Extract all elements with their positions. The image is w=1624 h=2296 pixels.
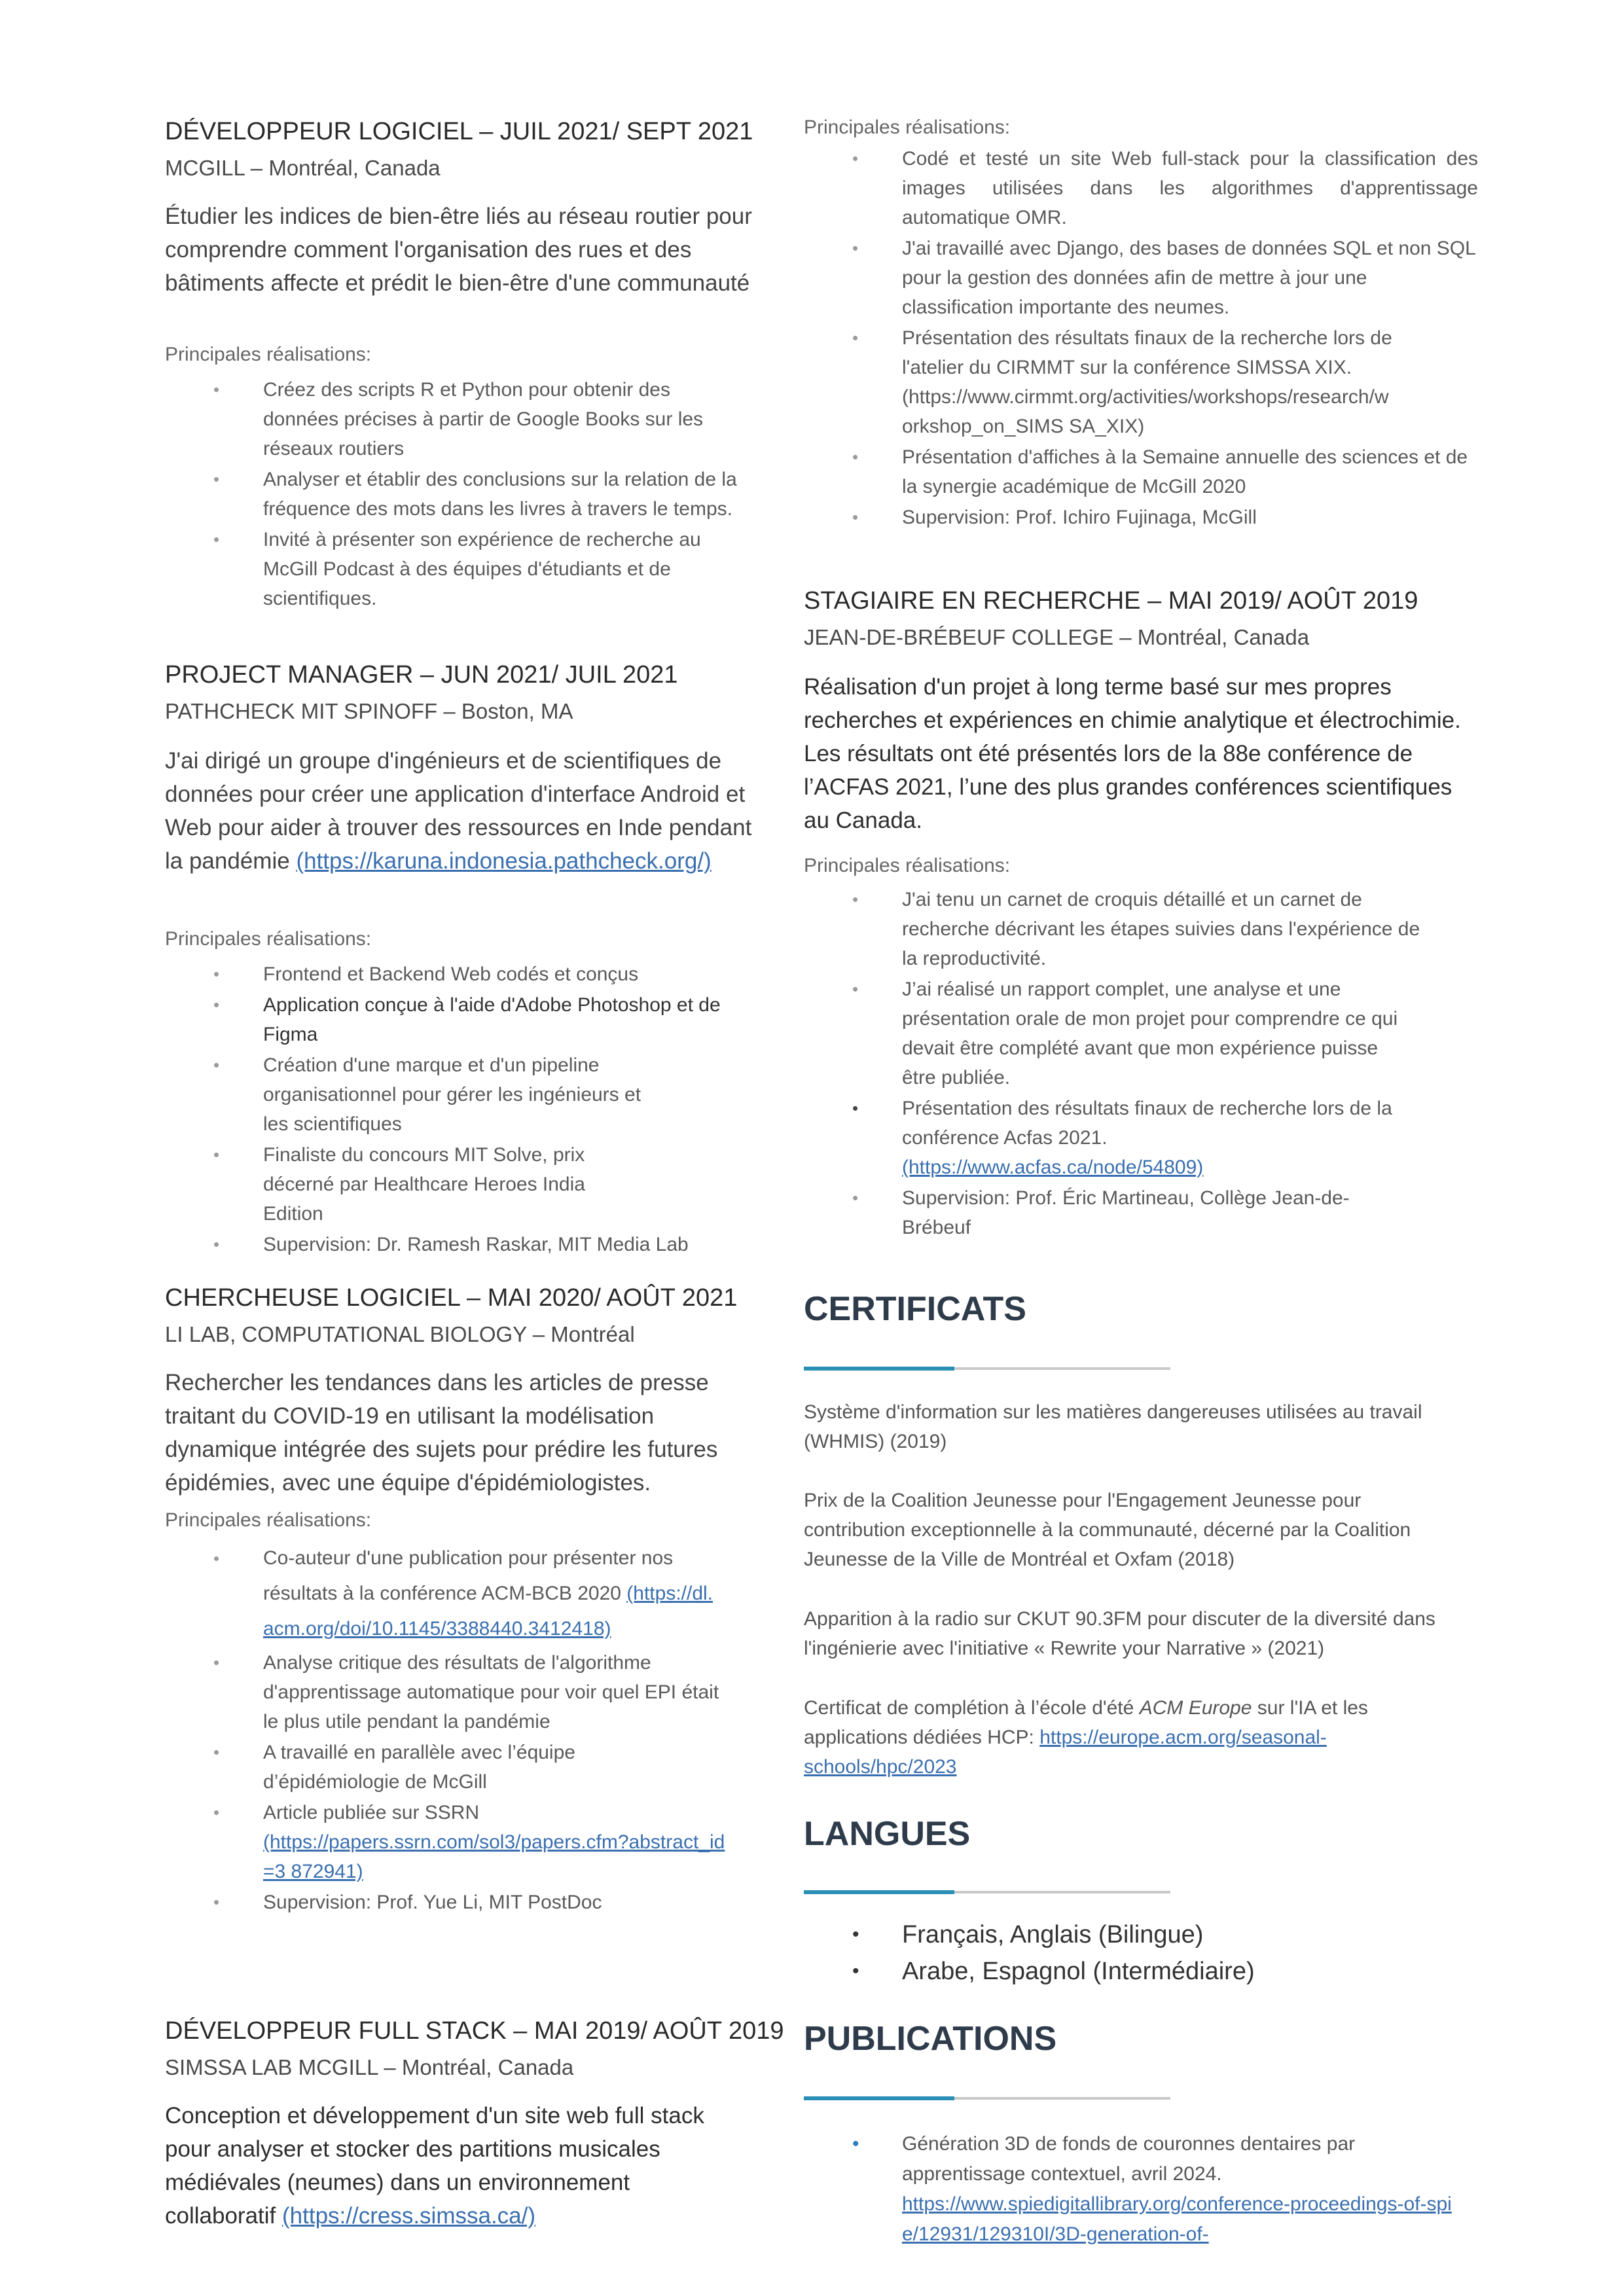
job-desc: Rechercher les tendances dans les articles de presse traitant du COVID-19 en utilisant la modélisation dynamique intégrée des sujets pour prédire les futures épidémies, avec une équipe d'épidémiologistes. bbox=[165, 1370, 718, 1496]
achievements-label: Principales réalisations: bbox=[804, 855, 1011, 876]
list-item: • Supervision: Prof. Ichiro Fujinaga, McGill bbox=[852, 507, 1257, 528]
list-item: • A travaillé en parallèle avec l’équipe d’épidémiologie de McGill bbox=[213, 1742, 575, 1793]
job-title: STAGIAIRE EN RECHERCHE – MAI 2019/ AOÛT 2019 bbox=[804, 587, 1418, 615]
list-item: • Article publiée sur SSRN (https://papers.ssrn.com/sol3/papers.cfm?abstract_id=3 872941) bbox=[213, 1802, 725, 1882]
list-item: • J'ai tenu un carnet de croquis détaillé et un carnet de recherche décrivant les étapes suivies dans l'expérience de la reproductivité. bbox=[852, 889, 1420, 969]
job-org: PATHCHECK MIT SPINOFF – Boston, MA bbox=[165, 699, 573, 723]
list-item: • Création d'une marque et d'un pipeline organisationnel pour gérer les ingénieurs et les scientifiques bbox=[213, 1054, 641, 1135]
list-item: • J'ai travaillé avec Django, des bases de données SQL et non SQL pour la gestion des données afin de mettre à jour une classification importante des neumes. bbox=[852, 238, 1475, 318]
achievements-label: Principales réalisations: bbox=[165, 928, 372, 950]
achievements-label: Principales réalisations: bbox=[165, 344, 372, 365]
job-org: MCGILL – Montréal, Canada bbox=[165, 156, 441, 180]
list-item: • Analyser et établir des conclusions sur la relation de la fréquence des mots dans les livres à travers le temps. bbox=[213, 469, 737, 520]
certificate-item: Prix de la Coalition Jeunesse pour l'Engagement Jeunesse pour contribution exceptionnelle à la communauté, décerné par la Coalition Jeunesse de la Ville de Montréal et Oxfam (2018) bbox=[804, 1490, 1411, 1570]
certificate-item: Système d'information sur les matières dangereuses utilisées au travail (WHMIS) (2019) bbox=[804, 1401, 1422, 1452]
job-desc: Étudier les indices de bien-être liés au réseau routier pour comprendre comment l'organisation des rues et des bâtiments affecte et prédit le bien-être d'une communauté bbox=[165, 204, 752, 296]
list-item: • Supervision: Prof. Yue Li, MIT PostDoc bbox=[213, 1892, 602, 1913]
certificate-item: Apparition à la radio sur CKUT 90.3FM pour discuter de la diversité dans l'ingénierie avec l'initiative « Rewrite your Narrative » (2021) bbox=[804, 1608, 1435, 1659]
list-item: • Codé et testé un site Web full-stack pour la classification des images utilisées dans les algorithmes d'apprentissage automatique OMR. bbox=[852, 148, 1478, 228]
cress-link[interactable]: (https://cress.simssa.ca/) bbox=[282, 2203, 536, 2229]
job-org: SIMSSA LAB MCGILL – Montréal, Canada bbox=[165, 2055, 574, 2079]
list-item: • J’ai réalisé un rapport complet, une analyse et une présentation orale de mon projet pour comprendre ce qui devait être complété avant que mon expérience puisse être publiée. bbox=[852, 978, 1398, 1088]
list-item: • Co-auteur d'une publication pour présenter nos résultats à la conférence ACM-BCB 2020 (https://dl.acm.org/doi/10.1145/3388440.3412418) bbox=[213, 1547, 713, 1640]
section-divider bbox=[804, 1890, 1170, 1894]
list-item: • Français, Anglais (Bilingue) bbox=[852, 1921, 1204, 1948]
job-org: LI LAB, COMPUTATIONAL BIOLOGY – Montréal bbox=[165, 1322, 635, 1346]
achievements-list bbox=[852, 144, 1478, 533]
job-desc: Réalisation d'un projet à long terme basé sur mes propres recherches et expériences en chimie analytique et électrochimie. Les résultats ont été présentés lors de la 88e conférence de l’ACFAS 2021, l’une des plus grandes conférences scientifiques au Canada. bbox=[804, 674, 1461, 833]
spie-link[interactable]: https://www.spiedigitallibrary.org/conference-proceedings-of-spie/12931/129310I/3D-generation-of- bbox=[902, 2193, 1452, 2245]
languages-list bbox=[852, 1916, 1255, 1990]
list-item: • Supervision: Dr. Ramesh Raskar, MIT Media Lab bbox=[213, 1234, 689, 1255]
list-item: • Frontend et Backend Web codés et conçus bbox=[213, 963, 639, 985]
ssrn-link[interactable]: (https://papers.ssrn.com/sol3/papers.cfm?abstract_id=3 872941) bbox=[263, 1831, 725, 1882]
job-title: CHERCHEUSE LOGICIEL – MAI 2020/ AOÛT 2021 bbox=[165, 1284, 738, 1312]
job-org: JEAN-DE-BRÉBEUF COLLEGE – Montréal, Canada bbox=[804, 625, 1310, 649]
certificate-item: Certificat de complétion à l’école d'été ACM Europe sur l'IA et les applications dédiées HCP: https://europe.acm.org/seasonal-schools/hpc/2023 bbox=[804, 1697, 1368, 1778]
acm-link[interactable]: (https://dl.acm.org/doi/10.1145/3388440.3412418) bbox=[263, 1583, 713, 1640]
acfas-link[interactable]: (https://www.acfas.ca/node/54809) bbox=[902, 1157, 1204, 1178]
list-item: • Supervision: Prof. Éric Martineau, Collège Jean-de-Brébeuf bbox=[852, 1187, 1350, 1238]
achievements-list bbox=[213, 960, 748, 1261]
achievements-list bbox=[213, 375, 748, 615]
job-title: DÉVELOPPEUR LOGICIEL – JUIL 2021/ SEPT 2021 bbox=[165, 118, 753, 145]
achievements-list bbox=[213, 1541, 734, 1918]
job-desc: Conception et développement d'un site web full stack pour analyser et stocker des partitions musicales médiévales (neumes) dans un environnement collaboratif (https://cress.simssa.ca/) bbox=[165, 2103, 704, 2229]
job-desc: J'ai dirigé un groupe d'ingénieurs et de scientifiques de données pour créer une application d'interface Android et Web pour aider à trouver des ressources en Inde pendant la pandémie (https://karuna.indonesia.pathcheck.org/) bbox=[165, 748, 752, 874]
list-item: • Génération 3D de fonds de couronnes dentaires par apprentissage contextuel, avril 2024. https://www.spiedigitallibrary.org/conference-proceedings-of-spie/12931/129310I/3D-generation-of- bbox=[852, 2133, 1452, 2245]
section-heading: CERTIFICATS bbox=[804, 1290, 1026, 1328]
list-item: • Arabe, Espagnol (Intermédiaire) bbox=[852, 1958, 1255, 1985]
project-link[interactable]: (https://karuna.indonesia.pathcheck.org/) bbox=[296, 848, 712, 874]
job-title: PROJECT MANAGER – JUN 2021/ JUIL 2021 bbox=[165, 661, 678, 689]
publications-list bbox=[852, 2129, 1465, 2250]
list-item: • Présentation des résultats finaux de recherche lors de la conférence Acfas 2021. (https://www.acfas.ca/node/54809) bbox=[852, 1098, 1392, 1178]
section-heading: LANGUES bbox=[804, 1815, 971, 1853]
acm-europe-link[interactable]: https://europe.acm.org/seasonal-schools/hpc/2023 bbox=[804, 1727, 1327, 1778]
list-item: • Finaliste du concours MIT Solve, prix décerné par Healthcare Heroes India Edition bbox=[213, 1144, 585, 1225]
list-item: • Présentation des résultats finaux de la recherche lors de l'atelier du CIRMMT sur la conférence SIMSSA XIX. (https://www.cirmmt.org/activities/workshops/research/workshop_on_SIMS SA_XIX) bbox=[852, 327, 1392, 437]
list-item: • Créez des scripts R et Python pour obtenir des données précises à partir de Google Books sur les réseaux routiers bbox=[213, 379, 704, 459]
section-divider bbox=[804, 2096, 1170, 2100]
list-item: • Analyse critique des résultats de l'algorithme d'apprentissage automatique pour voir quel EPI était le plus utile pendant la pandémie bbox=[213, 1652, 719, 1732]
list-item: • Invité à présenter son expérience de recherche au McGill Podcast à des équipes d'étudiants et de scientifiques. bbox=[213, 529, 701, 609]
job-title: DÉVELOPPEUR FULL STACK – MAI 2019/ AOÛT 2019 bbox=[165, 2017, 784, 2045]
list-item: • Présentation d'affiches à la Semaine annuelle des sciences et de la synergie académique de McGill 2020 bbox=[852, 446, 1468, 497]
achievements-list bbox=[852, 885, 1439, 1244]
section-divider bbox=[804, 1367, 1170, 1371]
list-item: • Application conçue à l'aide d'Adobe Photoshop et de Figma bbox=[213, 994, 721, 1045]
section-heading: PUBLICATIONS bbox=[804, 2020, 1057, 2058]
achievements-label: Principales réalisations: bbox=[804, 117, 1011, 138]
achievements-label: Principales réalisations: bbox=[165, 1509, 372, 1531]
